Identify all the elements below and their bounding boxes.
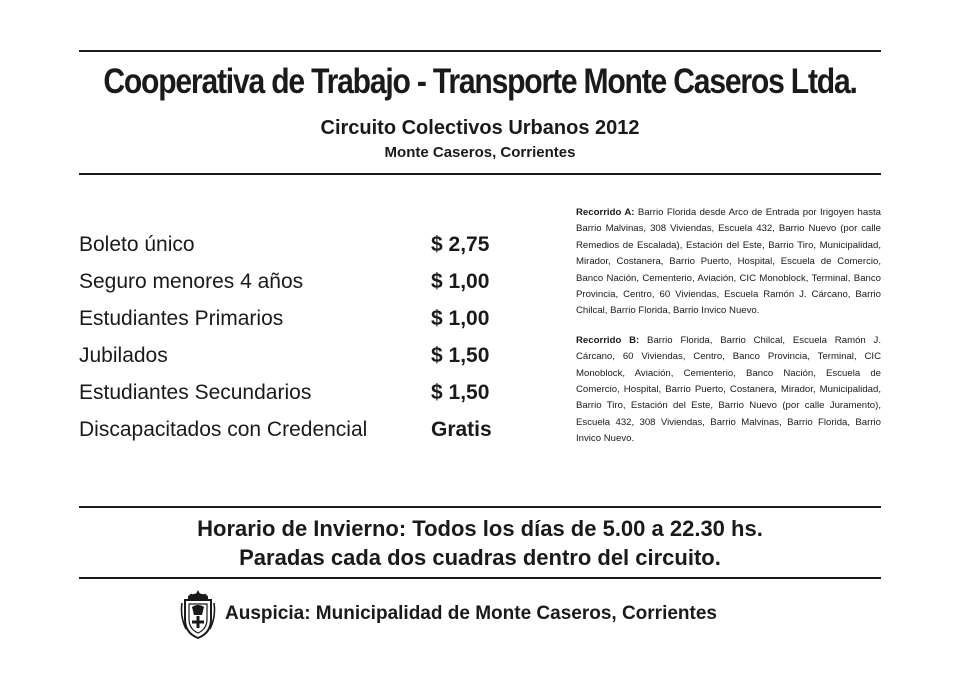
sponsor-line <box>180 589 717 639</box>
cooperative-title: Cooperativa de Trabajo - Transporte Monte Caseros Ltda. <box>103 62 857 101</box>
header-divider <box>79 173 881 175</box>
fare-price: $ 2,75 <box>431 232 490 256</box>
route-descriptions <box>576 205 881 461</box>
fare-label: Estudiantes Secundarios <box>79 380 312 404</box>
fare-label: Seguro menores 4 años <box>79 269 304 293</box>
fare-row <box>79 374 492 411</box>
schedule-block <box>0 514 960 572</box>
top-divider <box>79 50 881 52</box>
fare-price: $ 1,50 <box>431 343 490 367</box>
fare-price: Gratis <box>431 417 492 441</box>
fare-table <box>79 226 492 448</box>
schedule-stops: Paradas cada dos cuadras dentro del circuito. <box>239 545 721 570</box>
fare-price: $ 1,50 <box>431 380 490 404</box>
fare-label: Jubilados <box>79 343 168 367</box>
route-b-title: Recorrido B: <box>576 334 640 346</box>
fare-price: $ 1,00 <box>431 306 490 330</box>
route-a-paragraph <box>576 205 881 320</box>
route-b-text: Barrio Florida, Barrio Chilcal, Escuela Ramón J. Cárcano, 60 Viviendas, Centro, Banco Provincia, Terminal, CIC Monoblock, Aviación, Cementerio, Banco Nación, Escuela de Comercio, Hospital, Barrio Puerto, Costanera, Mirador, Municipalidad, Barrio Tiro, Estación del Este, Barrio Nuevo (por calle Juramento), Escuela 432, 308 Viviendas, Barrio Malvinas, Barrio Florida, Barrio Invico Nuevo. <box>576 334 881 445</box>
location-label: Monte Caseros, Corrientes <box>384 144 576 161</box>
fare-label: Estudiantes Primarios <box>79 306 284 330</box>
fare-row <box>79 411 492 448</box>
fare-row <box>79 226 492 263</box>
municipal-coat-of-arms-icon <box>180 589 216 639</box>
fare-row <box>79 300 492 337</box>
schedule-hours: Horario de Invierno: Todos los días de 5.00 a 22.30 hs. <box>197 516 763 541</box>
fare-label: Discapacitados con Credencial <box>79 417 368 441</box>
fare-row <box>79 263 492 300</box>
fare-row <box>79 337 492 374</box>
fare-price: $ 1,00 <box>431 269 490 293</box>
route-a-text: Barrio Florida desde Arco de Entrada por Irigoyen hasta Barrio Malvinas, 308 Viviendas, Escuela 432, Barrio Nuevo (por calle Remedios de Escalada), Estación del Este, Barrio Tiro, Municipalidad, Mirador, Costanera, Barrio Puerto, Hospital, Escuela de Comercio, Banco Nación, Cementerio, Aviación, CIC Monoblock, Terminal, Banco Provincia, Centro, 60 Viviendas, Escuela Ramón J. Cárcano, Barrio Chilcal, Barrio Florida, Barrio Invico Nuevo. <box>576 207 882 317</box>
schedule-bottom-divider <box>79 577 881 579</box>
sponsor-text: Auspicia: Municipalidad de Monte Caseros, Corrientes <box>225 603 717 624</box>
fare-label: Boleto único <box>79 232 195 256</box>
schedule-top-divider <box>79 506 881 508</box>
route-b-paragraph <box>576 333 881 448</box>
circuit-subtitle: Circuito Colectivos Urbanos 2012 <box>320 117 640 139</box>
route-a-title: Recorrido A: <box>576 207 635 218</box>
